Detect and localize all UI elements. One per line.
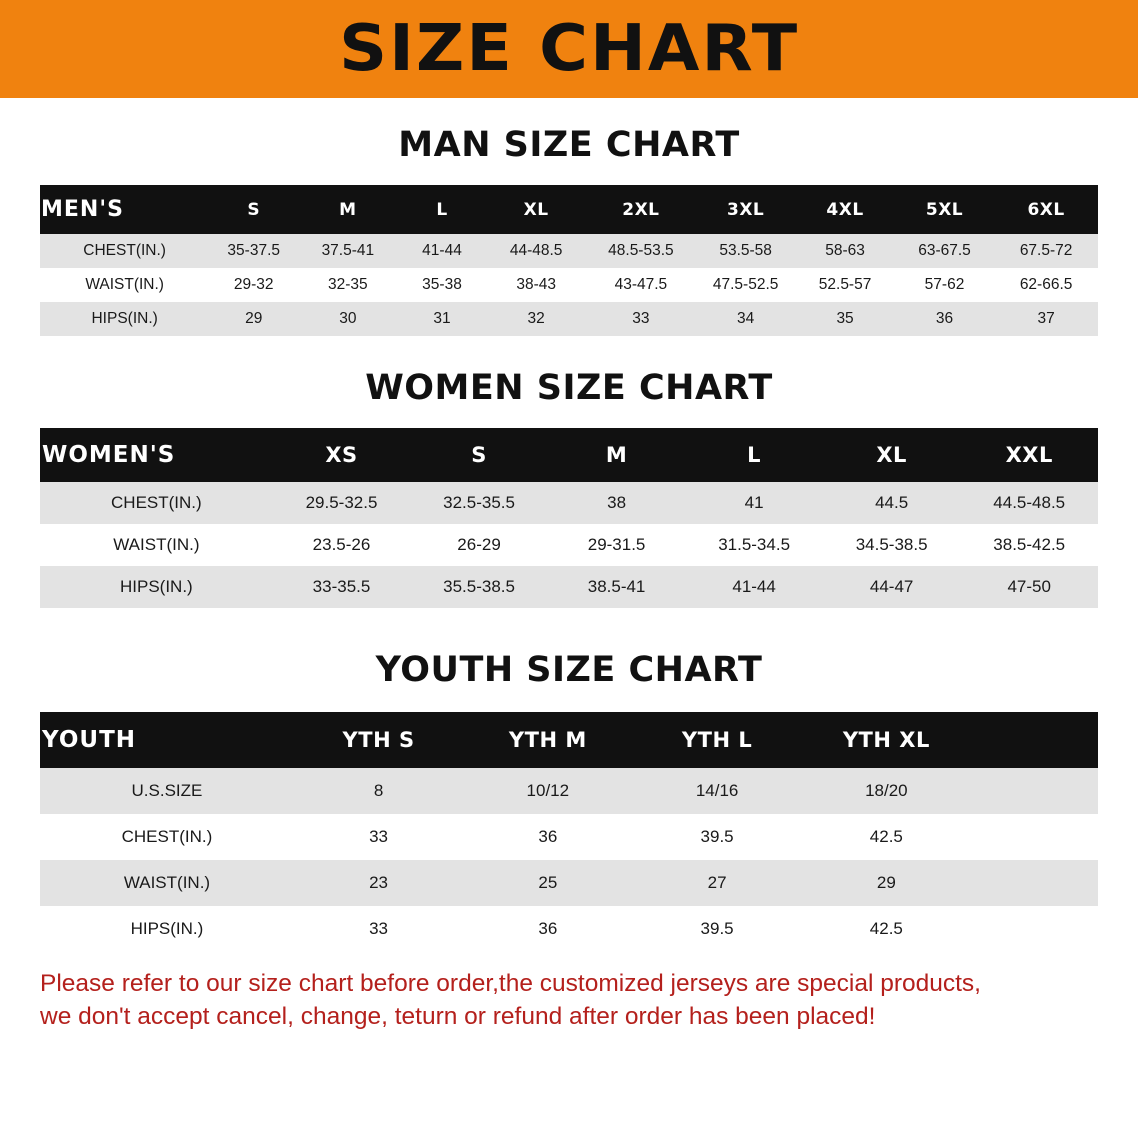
disclaimer-line-1: Please refer to our size chart before order,the customized jerseys are special products,: [40, 970, 981, 997]
women-cell-2-4: 44-47: [823, 566, 961, 608]
table-row: [40, 860, 1098, 906]
man-header-cell-3: L: [398, 185, 487, 234]
man-cell-0-5: 53.5-58: [696, 234, 795, 268]
women-cell-0-1: 32.5-35.5: [410, 482, 548, 524]
youth-header-spacer: [971, 712, 1098, 768]
man-cell-2-5: 34: [696, 302, 795, 336]
man-cell-1-4: 43-47.5: [586, 268, 696, 302]
youth-cell-2-2: 27: [632, 860, 801, 906]
youth-row-label-1: CHEST(IN.): [40, 814, 294, 860]
man-cell-0-2: 41-44: [398, 234, 487, 268]
women-size-table: [40, 428, 1098, 608]
table-row: [40, 566, 1098, 608]
man-cell-2-8: 37: [994, 302, 1098, 336]
youth-cell-3-1: 36: [463, 906, 632, 952]
women-cell-2-2: 38.5-41: [548, 566, 686, 608]
man-cell-2-3: 32: [486, 302, 585, 336]
man-cell-1-7: 57-62: [895, 268, 994, 302]
youth-size-table: [40, 712, 1098, 952]
man-cell-1-2: 35-38: [398, 268, 487, 302]
youth-cell-0-3: 18/20: [802, 768, 971, 814]
women-cell-1-1: 26-29: [410, 524, 548, 566]
man-header-cell-9: 6XL: [994, 185, 1098, 234]
women-cell-0-3: 41: [685, 482, 823, 524]
women-cell-1-0: 23.5-26: [273, 524, 411, 566]
man-cell-2-0: 29: [209, 302, 298, 336]
youth-cell-1-3: 42.5: [802, 814, 971, 860]
man-cell-1-8: 62-66.5: [994, 268, 1098, 302]
man-section-title: MAN SIZE CHART: [398, 125, 740, 165]
youth-cell-1-spacer: [971, 814, 1098, 860]
women-cell-2-1: 35.5-38.5: [410, 566, 548, 608]
table-row: [40, 906, 1098, 952]
page-banner: [0, 0, 1138, 98]
women-cell-1-4: 34.5-38.5: [823, 524, 961, 566]
man-cell-2-4: 33: [586, 302, 696, 336]
man-header-cell-7: 4XL: [795, 185, 894, 234]
table-row: [40, 814, 1098, 860]
women-cell-1-3: 31.5-34.5: [685, 524, 823, 566]
youth-header-cell-3: YTH L: [632, 712, 801, 768]
youth-cell-3-3: 42.5: [802, 906, 971, 952]
youth-cell-2-3: 29: [802, 860, 971, 906]
youth-cell-1-0: 33: [294, 814, 463, 860]
women-row-label-1: WAIST(IN.): [40, 524, 273, 566]
youth-header-cell-4: YTH XL: [802, 712, 971, 768]
women-cell-0-5: 44.5-48.5: [960, 482, 1098, 524]
women-header-cell-5: XL: [823, 428, 961, 482]
youth-row-label-0: U.S.SIZE: [40, 768, 294, 814]
man-row-label-2: HIPS(IN.): [40, 302, 209, 336]
youth-header-cell-0: YOUTH: [40, 712, 294, 768]
women-table-wrapper: [0, 428, 1138, 608]
man-cell-1-5: 47.5-52.5: [696, 268, 795, 302]
women-header-cell-0: WOMEN'S: [40, 428, 273, 482]
women-header-cell-4: L: [685, 428, 823, 482]
table-row: [40, 268, 1098, 302]
man-cell-0-1: 37.5-41: [298, 234, 397, 268]
women-cell-0-4: 44.5: [823, 482, 961, 524]
man-cell-0-7: 63-67.5: [895, 234, 994, 268]
women-cell-2-3: 41-44: [685, 566, 823, 608]
youth-section-title: YOUTH SIZE CHART: [375, 650, 763, 690]
man-header-cell-0: MEN'S: [40, 185, 209, 234]
man-cell-2-1: 30: [298, 302, 397, 336]
man-cell-2-2: 31: [398, 302, 487, 336]
table-row: [40, 302, 1098, 336]
man-cell-0-6: 58-63: [795, 234, 894, 268]
youth-cell-0-2: 14/16: [632, 768, 801, 814]
man-header-cell-5: 2XL: [586, 185, 696, 234]
table-row: [40, 768, 1098, 814]
man-header-cell-6: 3XL: [696, 185, 795, 234]
women-cell-0-0: 29.5-32.5: [273, 482, 411, 524]
women-cell-1-5: 38.5-42.5: [960, 524, 1098, 566]
women-row-label-2: HIPS(IN.): [40, 566, 273, 608]
youth-table-wrapper: [0, 712, 1138, 952]
man-cell-0-3: 44-48.5: [486, 234, 585, 268]
man-cell-2-7: 36: [895, 302, 994, 336]
man-table-wrapper: [0, 185, 1138, 336]
youth-header-cell-2: YTH M: [463, 712, 632, 768]
women-cell-2-0: 33-35.5: [273, 566, 411, 608]
youth-cell-0-0: 8: [294, 768, 463, 814]
man-cell-1-1: 32-35: [298, 268, 397, 302]
youth-cell-2-1: 25: [463, 860, 632, 906]
women-cell-1-2: 29-31.5: [548, 524, 686, 566]
disclaimer-note: [40, 968, 1098, 1033]
table-row: [40, 234, 1098, 268]
man-table-header-row: [40, 185, 1098, 234]
youth-cell-0-1: 10/12: [463, 768, 632, 814]
women-header-cell-2: S: [410, 428, 548, 482]
youth-cell-1-1: 36: [463, 814, 632, 860]
women-table-header-row: [40, 428, 1098, 482]
man-cell-2-6: 35: [795, 302, 894, 336]
man-row-label-0: CHEST(IN.): [40, 234, 209, 268]
women-row-label-0: CHEST(IN.): [40, 482, 273, 524]
man-header-cell-1: S: [209, 185, 298, 234]
youth-header-cell-1: YTH S: [294, 712, 463, 768]
man-cell-0-8: 67.5-72: [994, 234, 1098, 268]
youth-table-header-row: [40, 712, 1098, 768]
man-cell-0-0: 35-37.5: [209, 234, 298, 268]
man-header-cell-2: M: [298, 185, 397, 234]
youth-row-label-2: WAIST(IN.): [40, 860, 294, 906]
man-row-label-1: WAIST(IN.): [40, 268, 209, 302]
youth-cell-3-2: 39.5: [632, 906, 801, 952]
women-header-cell-3: M: [548, 428, 686, 482]
women-header-cell-6: XXL: [960, 428, 1098, 482]
women-cell-2-5: 47-50: [960, 566, 1098, 608]
youth-cell-2-spacer: [971, 860, 1098, 906]
youth-row-label-3: HIPS(IN.): [40, 906, 294, 952]
man-header-cell-4: XL: [486, 185, 585, 234]
youth-cell-2-0: 23: [294, 860, 463, 906]
man-cell-1-6: 52.5-57: [795, 268, 894, 302]
table-row: [40, 524, 1098, 566]
youth-cell-0-spacer: [971, 768, 1098, 814]
youth-cell-3-0: 33: [294, 906, 463, 952]
man-cell-1-0: 29-32: [209, 268, 298, 302]
women-header-cell-1: XS: [273, 428, 411, 482]
man-header-cell-8: 5XL: [895, 185, 994, 234]
women-cell-0-2: 38: [548, 482, 686, 524]
disclaimer-line-2: we don't accept cancel, change, teturn or refund after order has been placed!: [40, 1002, 876, 1030]
man-size-table: [40, 185, 1098, 336]
table-row: [40, 482, 1098, 524]
man-cell-1-3: 38-43: [486, 268, 585, 302]
youth-cell-3-spacer: [971, 906, 1098, 952]
man-cell-0-4: 48.5-53.5: [586, 234, 696, 268]
page-title: SIZE CHART: [338, 12, 800, 86]
women-section-title: WOMEN SIZE CHART: [365, 368, 773, 408]
youth-cell-1-2: 39.5: [632, 814, 801, 860]
